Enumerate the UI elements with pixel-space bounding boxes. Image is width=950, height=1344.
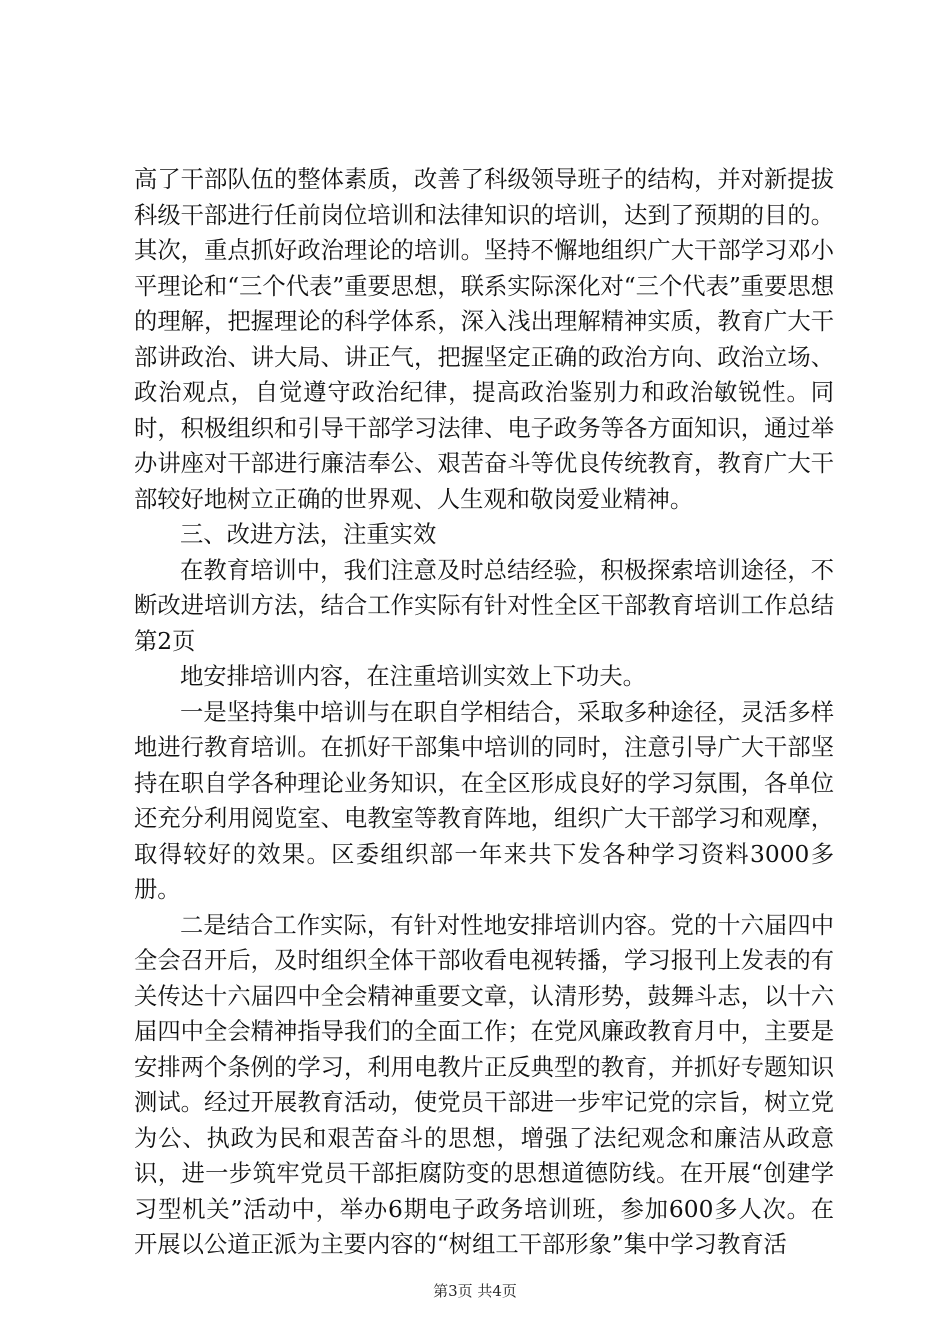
page-footer: [0, 1281, 950, 1301]
document-body: [134, 162, 834, 1263]
paragraph-3: 在教育培训中，我们注意及时总结经验，积极探索培训途径，不断改进培训方法，结合工作实际有针对性全区干部教育培训工作总结第2页: [134, 556, 834, 655]
page-number-label: 第3页 共4页: [433, 1282, 517, 1300]
paragraph-1: 高了干部队伍的整体素质，改善了科级领导班子的结构，并对新提拔科级干部进行任前岗位培训和法律知识的培训，达到了预期的目的。其次，重点抓好政治理论的培训。坚持不懈地组织广大干部学习邓小平理论和“三个代表”重要思想，联系实际深化对“三个代表”重要思想的理解，把握理论的科学体系，深入浅出理解精神实质，教育广大干部讲政治、讲大局、讲正气，把握坚定正确的政治方向、政治立场、政治观点，自觉遵守政治纪律，提高政治鉴别力和政治敏锐性。同时，积极组织和引导干部学习法律、电子政务等各方面知识，通过举办讲座对干部进行廉洁奉公、艰苦奋斗等优良传统教育，教育广大干部较好地树立正确的世界观、人生观和敬岗爱业精神。: [134, 166, 834, 513]
paragraph-5: 一是坚持集中培训与在职自学相结合，采取多种途径，灵活多样地进行教育培训。在抓好干部集中培训的同时，注意引导广大干部坚持在职自学各种理论业务知识，在全区形成良好的学习氛围，各单位还充分利用阅览室、电教室等教育阵地，组织广大干部学习和观摩，取得较好的效果。区委组织部一年来共下发各种学习资料3000多册。: [134, 698, 834, 903]
paragraph-6: 二是结合工作实际，有针对性地安排培训内容。党的十六届四中全会召开后，及时组织全体干部收看电视转播，学习报刊上发表的有关传达十六届四中全会精神重要文章，认清形势，鼓舞斗志，以十六届四中全会精神指导我们的全面工作；在党风廉政教育月中，主要是安排两个条例的学习，利用电教片正反典型的教育，并抓好专题知识测试。经过开展教育活动，使党员干部进一步牢记党的宗旨，树立党为公、执政为民和艰苦奋斗的思想，增强了法纪观念和廉洁从政意识，进一步筑牢党员干部拒腐防变的思想道德防线。在开展“创建学习型机关”活动中，举办6期电子政务培训班，参加600多人次。在开展以公道正派为主要内容的“树组工干部形象”集中学习教育活: [134, 911, 834, 1258]
paragraph-4: 地安排培训内容，在注重培训实效上下功夫。: [180, 663, 646, 690]
paragraph-2-section-heading: 三、改进方法，注重实效: [180, 521, 437, 548]
